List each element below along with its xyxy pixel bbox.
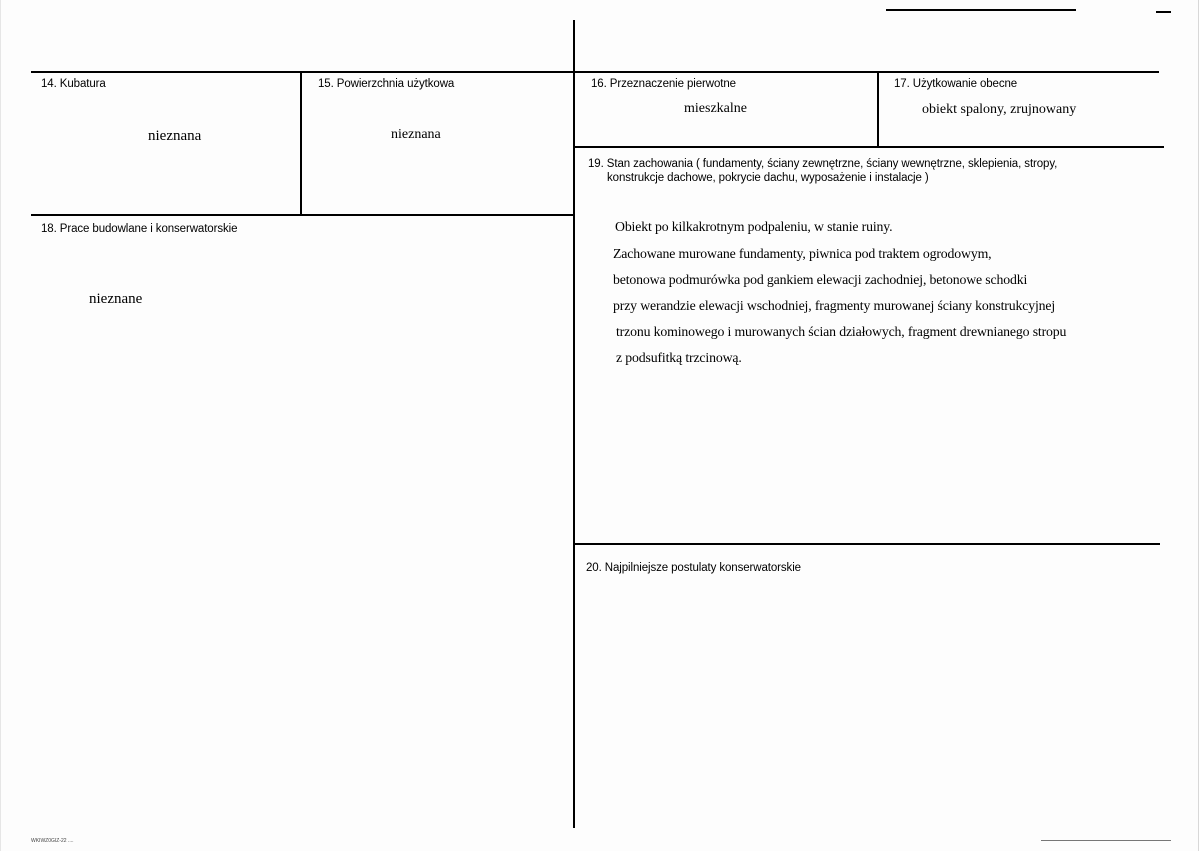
field-14-label: 14. Kubatura — [41, 78, 106, 90]
field-19-text-line-2: Zachowane murowane fundamenty, piwnica pod traktem ogrodowym, — [613, 246, 992, 261]
divider-14-15 — [300, 72, 302, 216]
field-15-label: 15. Powierzchnia użytkowa — [318, 78, 455, 90]
divider-16-17 — [877, 72, 879, 147]
scan-mark-top-right — [886, 9, 1076, 11]
scan-mark-corner — [1156, 11, 1171, 13]
field-19-text-line-6: z podsufitką trzcinową. — [616, 350, 742, 365]
field-19-label-line-2: konstrukcje dachowe, pokrycie dachu, wyposażenie i instalacje ) — [607, 172, 929, 184]
field-19-text-line-5: trzonu kominowego i murowanych ścian działowych, fragment drewnianego stropu — [616, 324, 1067, 339]
field-16-value: mieszkalne — [684, 101, 747, 116]
field-19-text-line-4: przy werandzie elewacji wschodniej, fragmenty murowanej ściany konstrukcyjnej — [613, 298, 1056, 313]
field-17-label: 17. Użytkowanie obecne — [894, 78, 1018, 90]
center-divider — [573, 20, 575, 828]
field-14-value: nieznana — [148, 128, 202, 144]
footer-print-code: WKIWZ0GIZ-22 .... — [31, 838, 74, 844]
field-15-value: nieznana — [391, 127, 441, 142]
field-16-label: 16. Przeznaczenie pierwotne — [591, 78, 736, 90]
field-20-label: 20. Najpilniejsze postulaty konserwatorskie — [586, 562, 801, 574]
field-18-value: nieznane — [89, 291, 143, 307]
rule-right-mid — [574, 146, 1164, 148]
rule-left-mid — [31, 214, 575, 216]
field-18-label: 18. Prace budowlane i konserwatorskie — [41, 223, 238, 235]
field-19-label-line-1: 19. Stan zachowania ( fundamenty, ściany zewnętrzne, ściany wewnętrzne, sklepienia, stropy, — [588, 158, 1058, 170]
top-rule — [31, 71, 1159, 73]
field-19-text-line-1: Obiekt po kilkakrotnym podpaleniu, w stanie ruiny. — [615, 219, 893, 234]
scan-mark-bottom-right — [1041, 840, 1171, 841]
field-19-text-line-3: betonowa podmurówka pod gankiem elewacji zachodniej, betonowe schodki — [613, 272, 1028, 287]
field-17-value: obiekt spalony, zrujnowany — [922, 102, 1077, 117]
rule-right-lower — [574, 543, 1160, 545]
